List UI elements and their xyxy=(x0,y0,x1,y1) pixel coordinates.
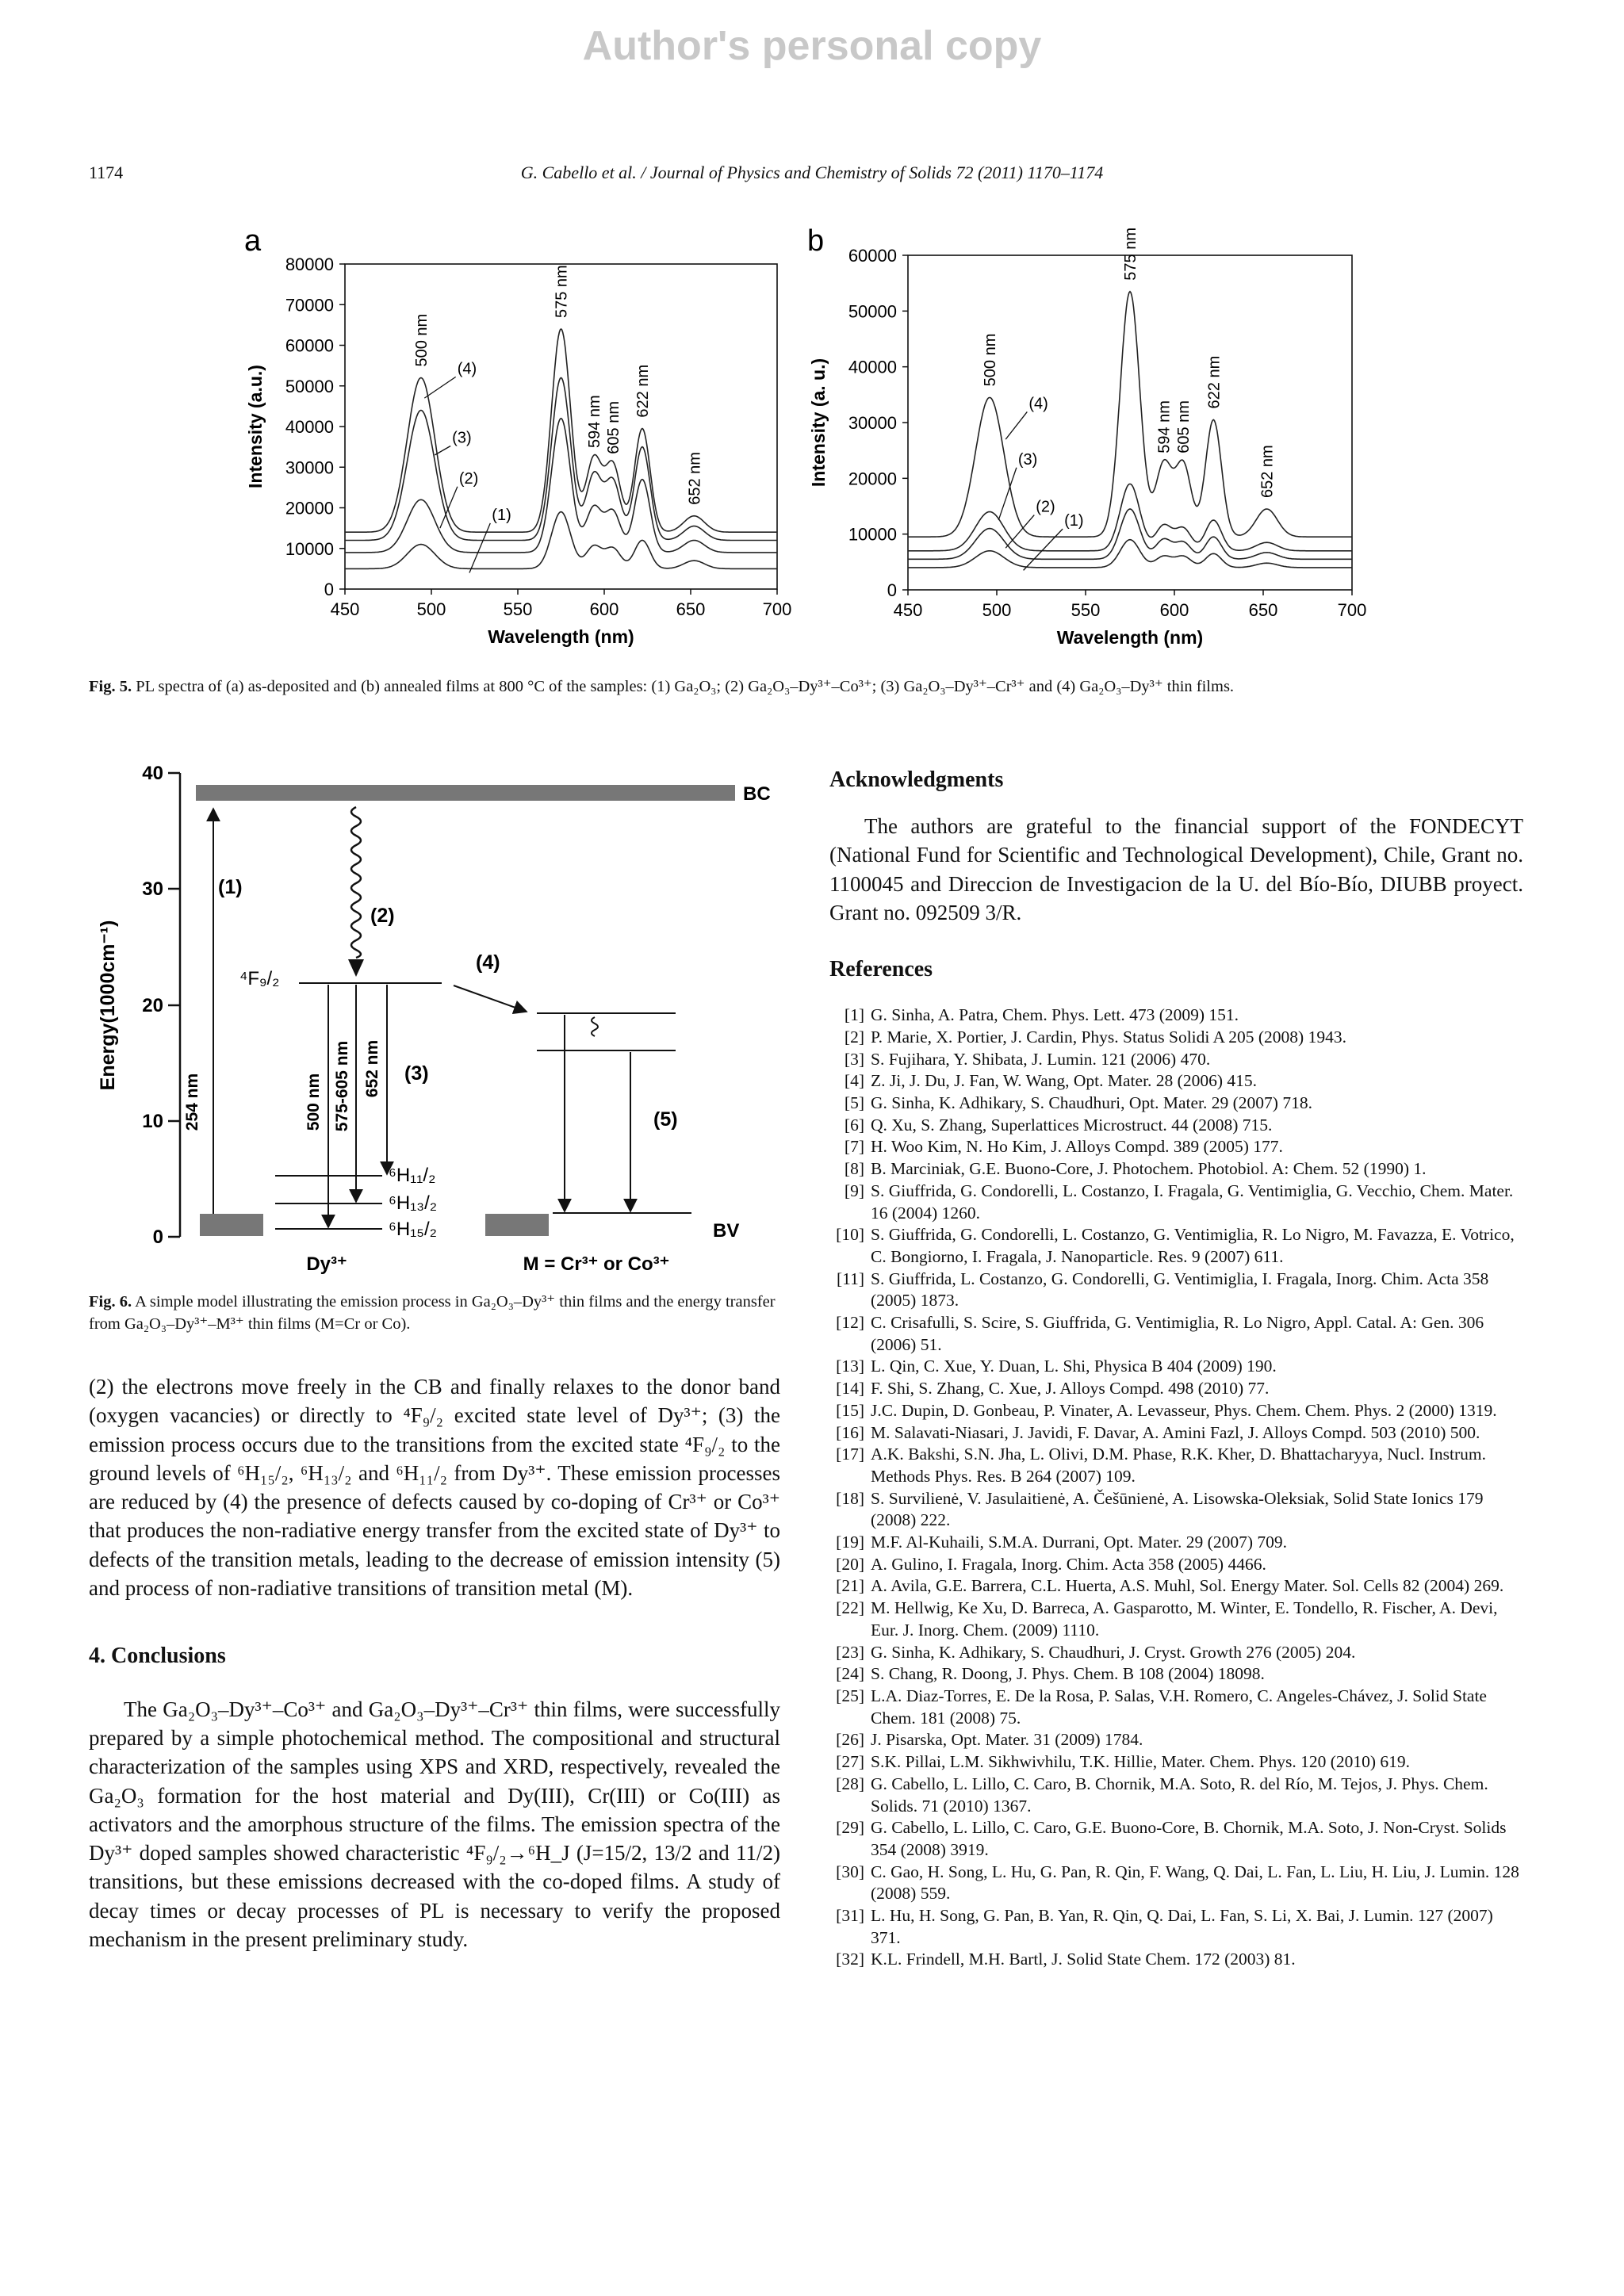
reference-text: L. Hu, H. Song, G. Pan, B. Yan, R. Qin, Q. Dai, L. Fan, S. Li, X. Bai, J. Lumin. 127 (2007) 371. xyxy=(871,1906,1493,1947)
series-label: (4) xyxy=(457,360,477,378)
figure-6-caption xyxy=(89,1291,787,1335)
reference-item xyxy=(829,1554,1523,1576)
x-tick-label: 650 xyxy=(676,599,706,619)
page-number: 1174 xyxy=(89,163,124,182)
conclusions-paragraph: The Ga₂O₃–Dy³⁺–Co³⁺ and Ga₂O₃–Dy³⁺–Cr³⁺ thin films, were successfully prepared by a simple photochemical method. The compositional and structural characterization of the samples using XPS and XRD, respectively, revealed the Ga₂O₃ formation for the host material and Dy(III), Cr(III) or Co(III) as activators and the amorphous structure of the films. The emission spectra of the Dy³⁺ doped samples showed characteristic ⁴F₉/₂→⁶H_J (J=15/2, 13/2 and 11/2) transitions, but these emissions decreased with the co-doped films. A study of decay times or decay processes of PL is necessary to verify the proposed mechanism in the present preliminary study. xyxy=(89,1697,780,1952)
energy-ticks xyxy=(168,773,180,1237)
y-tick-label: 30000 xyxy=(848,413,897,433)
reference-item xyxy=(829,1224,1523,1268)
reference-number: [19] xyxy=(836,1533,864,1552)
reference-text: Q. Xu, S. Zhang, Superlattices Microstruct. 44 (2008) 715. xyxy=(871,1115,1273,1135)
reference-text: J.C. Dupin, D. Gonbeau, P. Vinater, A. Levasseur, Phys. Chem. Chem. Phys. 2 (2000) 1319. xyxy=(871,1400,1497,1420)
reference-text: G. Sinha, A. Patra, Chem. Phys. Lett. 473 (2009) 151. xyxy=(871,1005,1239,1025)
reference-number: [30] xyxy=(836,1862,864,1881)
figure-5-caption-label: Fig. 5. xyxy=(89,678,132,695)
step-2-label: (2) xyxy=(370,905,395,927)
reference-item xyxy=(829,1444,1523,1487)
reference-item xyxy=(829,1575,1523,1598)
reference-text: G. Cabello, L. Lillo, C. Caro, B. Chornik, M.A. Soto, R. del Río, M. Tejos, J. Phys. Chem. Solids. 71 (2010) 1367. xyxy=(871,1774,1488,1816)
energy-transfer-arrow xyxy=(454,985,527,1012)
reference-number: [16] xyxy=(836,1422,864,1442)
level-4f92-label: ⁴F₉/₂ xyxy=(239,968,280,989)
reference-item xyxy=(829,1422,1523,1445)
x-tick-label: 550 xyxy=(1071,600,1101,620)
y-tick-label: 80000 xyxy=(285,254,334,274)
peak-label: 605 nm xyxy=(1175,400,1193,453)
reference-text: A.K. Bakshi, S.N. Jha, L. Olivi, D.M. Phase, R.K. Kher, D. Bhattacharyya, Nucl. Instrum. Methods Phys. Res. B 264 (2007) 109. xyxy=(871,1445,1487,1486)
reference-text: M. Salavati-Niasari, J. Javidi, F. Davar, A. Amini Fazl, J. Alloys Compd. 503 (2010) 500. xyxy=(871,1422,1480,1442)
energy-tick-10: 10 xyxy=(142,1111,163,1132)
reference-number: [20] xyxy=(836,1554,864,1574)
reference-number: [5] xyxy=(844,1093,864,1112)
reference-item xyxy=(829,1115,1523,1137)
reference-item xyxy=(829,1598,1523,1641)
reference-text: S.K. Pillai, L.M. Sikhwivhilu, T.K. Hillie, Mater. Chem. Phys. 120 (2010) 619. xyxy=(871,1752,1411,1772)
reference-text: G. Cabello, L. Lillo, C. Caro, G.E. Buono-Core, B. Chornik, M.A. Soto, J. Non-Cryst. Solids 354 (2008) 3919. xyxy=(871,1818,1507,1859)
x-axis-label: Wavelength (nm) xyxy=(1056,627,1204,648)
x-tick-label: 550 xyxy=(503,599,533,619)
reference-item xyxy=(829,1027,1523,1049)
reference-item xyxy=(829,1817,1523,1861)
excitation-wavelength: 254 nm xyxy=(183,1073,201,1131)
valence-band-right xyxy=(485,1214,549,1236)
y-axis-label: Intensity (a.u.) xyxy=(245,365,266,488)
y-tick-label: 60000 xyxy=(848,246,897,266)
reference-number: [2] xyxy=(844,1027,864,1047)
peak-label: 652 nm xyxy=(1258,445,1277,499)
level-6h112-label: ⁶H₁₁/₂ xyxy=(389,1165,436,1186)
reference-item xyxy=(829,1488,1523,1532)
figure-6-caption-label: Fig. 6. xyxy=(89,1293,132,1311)
reference-item xyxy=(829,1356,1523,1378)
reference-text: F. Shi, S. Zhang, C. Xue, J. Alloys Compd. 498 (2010) 77. xyxy=(871,1379,1270,1399)
figure-5-panel-a xyxy=(244,224,791,647)
reference-item xyxy=(829,1269,1523,1312)
reference-item xyxy=(829,1751,1523,1774)
reference-number: [24] xyxy=(836,1664,864,1684)
series-label: (1) xyxy=(1064,512,1084,530)
x-tick-label: 600 xyxy=(589,599,619,619)
reference-number: [3] xyxy=(844,1049,864,1069)
y-tick-label: 70000 xyxy=(285,295,334,316)
reference-number: [13] xyxy=(836,1357,864,1376)
reference-item xyxy=(829,1181,1523,1224)
series-label: (1) xyxy=(492,506,511,524)
figure-5-caption xyxy=(89,675,1535,698)
reference-text: C. Crisafulli, S. Scire, S. Giuffrida, G. Ventimiglia, R. Lo Nigro, Appl. Catal. A: Gen. 306 (2006) 51. xyxy=(871,1313,1484,1354)
y-tick-label: 50000 xyxy=(848,301,897,322)
series-label: (4) xyxy=(1028,395,1048,413)
reference-item xyxy=(829,1663,1523,1686)
spectrum-line xyxy=(345,512,777,569)
emission-652-label: 652 nm xyxy=(363,1039,381,1098)
x-tick-label: 450 xyxy=(330,599,360,619)
reference-number: [8] xyxy=(844,1159,864,1179)
x-tick-label: 500 xyxy=(982,600,1012,620)
reference-number: [10] xyxy=(836,1225,864,1245)
y-axis-label: Intensity (a. u.) xyxy=(808,358,829,488)
peak-label: 594 nm xyxy=(1155,400,1174,453)
figure-5 xyxy=(0,214,1624,666)
reference-text: S. Fujihara, Y. Shibata, J. Lumin. 121 (2006) 470. xyxy=(871,1049,1211,1069)
x-tick-label: 700 xyxy=(1337,600,1367,620)
peak-label: 622 nm xyxy=(1205,355,1224,409)
reference-number: [25] xyxy=(836,1686,864,1705)
peak-label: 500 nm xyxy=(412,313,431,367)
reference-item xyxy=(829,1158,1523,1181)
energy-tick-30: 30 xyxy=(142,878,163,900)
reference-number: [31] xyxy=(836,1906,864,1926)
reference-item xyxy=(829,1862,1523,1905)
reference-text: L. Qin, C. Xue, Y. Duan, L. Shi, Physica B 404 (2009) 190. xyxy=(871,1357,1277,1376)
peak-label: 500 nm xyxy=(982,333,1000,387)
reference-text: S. Giuffrida, G. Condorelli, L. Costanzo, G. Ventimiglia, R. Lo Nigro, M. Favazza, E. Votrico, C. Bongiorno, I. Fragala, J. Nanoparticle. Res. 9 (2007) 611. xyxy=(871,1225,1515,1266)
bv-label: BV xyxy=(713,1220,740,1242)
y-tick-label: 0 xyxy=(324,580,334,599)
reference-number: [6] xyxy=(844,1115,864,1135)
spectrum-line xyxy=(908,540,1352,568)
references-heading: References xyxy=(829,957,933,982)
reference-number: [22] xyxy=(836,1598,864,1618)
step-3-label: (3) xyxy=(404,1062,429,1085)
level-6h132-label: ⁶H₁₃/₂ xyxy=(389,1192,438,1214)
reference-number: [12] xyxy=(836,1313,864,1333)
conclusions-heading: 4. Conclusions xyxy=(89,1644,226,1669)
reference-text: S. Giuffrida, G. Condorelli, L. Costanzo, I. Fragala, G. Ventimiglia, G. Vecchio, Chem. Mater. 16 (2004) 1260. xyxy=(871,1181,1514,1223)
reference-text: L.A. Diaz-Torres, E. De la Rosa, P. Salas, V.H. Romero, C. Angeles-Chávez, J. Solid State Chem. 181 (2008) 75. xyxy=(871,1686,1487,1728)
reference-number: [17] xyxy=(836,1445,864,1464)
conduction-band xyxy=(196,785,735,801)
reference-text: S. Survilienė, V. Jasulaitienė, A. Češūnienė, A. Lisowska-Oleksiak, Solid State Ionics 179 (2008) 222. xyxy=(871,1488,1484,1530)
spectrum-line xyxy=(345,419,777,553)
spectrum-line xyxy=(345,329,777,532)
reference-number: [18] xyxy=(836,1488,864,1508)
energy-tick-20: 20 xyxy=(142,995,163,1016)
valence-band-left xyxy=(200,1214,263,1236)
reference-number: [32] xyxy=(836,1950,864,1969)
step-5-label: (5) xyxy=(653,1108,678,1131)
reference-number: [4] xyxy=(844,1071,864,1091)
reference-text: S. Giuffrida, L. Costanzo, G. Condorelli, G. Ventimiglia, I. Fragala, Inorg. Chim. Acta 358 (2005) 1873. xyxy=(871,1269,1489,1311)
emission-500-label: 500 nm xyxy=(304,1073,323,1131)
y-tick-label: 30000 xyxy=(285,457,334,478)
reference-item xyxy=(829,1642,1523,1664)
series-leader-line xyxy=(424,377,455,398)
x-tick-label: 500 xyxy=(416,599,446,619)
reference-item xyxy=(829,1686,1523,1729)
reference-number: [29] xyxy=(836,1818,864,1838)
reference-number: [9] xyxy=(844,1181,864,1200)
reference-text: G. Sinha, K. Adhikary, S. Chaudhuri, Opt. Mater. 29 (2007) 718. xyxy=(871,1093,1312,1112)
relaxation-wiggle xyxy=(351,807,361,958)
y-tick-label: 10000 xyxy=(285,538,334,559)
reference-item xyxy=(829,1378,1523,1400)
y-tick-label: 40000 xyxy=(285,417,334,437)
figure-6 xyxy=(89,753,802,1284)
peak-label: 622 nm xyxy=(634,364,652,418)
reference-text: S. Chang, R. Doong, J. Phys. Chem. B 108 (2004) 18098. xyxy=(871,1664,1265,1684)
x-tick-label: 450 xyxy=(893,600,923,620)
series-leader-line xyxy=(1005,515,1034,549)
series-label: (2) xyxy=(1036,498,1055,516)
reference-number: [11] xyxy=(836,1269,864,1288)
reference-number: [7] xyxy=(844,1137,864,1157)
reference-number: [14] xyxy=(836,1379,864,1399)
reference-item xyxy=(829,1905,1523,1949)
right-column xyxy=(829,767,1523,1971)
emission-575-605-label: 575-605 nm xyxy=(333,1040,351,1132)
x-tick-label: 600 xyxy=(1159,600,1189,620)
peak-label: 594 nm xyxy=(585,395,603,448)
reference-text: B. Marciniak, G.E. Buono-Core, J. Photochem. Photobiol. A: Chem. 52 (1990) 1. xyxy=(871,1159,1427,1179)
reference-number: [27] xyxy=(836,1752,864,1772)
panel-b-letter: b xyxy=(807,224,825,258)
mechanism-paragraph: (2) the electrons move freely in the CB and finally relaxes to the donor band (oxygen vacancies) or directly to ⁴F₉/₂ excited state level of Dy³⁺; (3) the emission process occurs due to the transitions from the excited state ⁴F₉/₂ to the ground levels of ⁶H₁₅/₂, ⁶H₁₃/₂ and ⁶H₁₁/₂ from Dy³⁺. These emission processes are reduced by (4) the presence of defects caused by co-doping of Cr³⁺ or Co³⁺ that produces the non-radiative energy transfer from the excited state of Dy³⁺ to defects of the transition metals, leading to the decrease of emission intensity (5) and process of non-radiative transitions of transition metal (M). xyxy=(89,1375,780,1601)
reference-text: Z. Ji, J. Du, J. Fan, W. Wang, Opt. Mater. 28 (2006) 415. xyxy=(871,1071,1257,1091)
series-label: (3) xyxy=(452,429,472,447)
series-leader-line xyxy=(469,523,490,573)
x-axis-label: Wavelength (nm) xyxy=(488,626,634,647)
peak-label: 575 nm xyxy=(1122,227,1139,281)
left-column xyxy=(89,1372,780,1954)
reference-number: [21] xyxy=(836,1576,864,1596)
peak-label: 605 nm xyxy=(604,400,622,454)
figure-5-panel-b xyxy=(807,224,1366,648)
y-tick-label: 20000 xyxy=(285,498,334,519)
figure-6-caption-text: A simple model illustrating the emission process in Ga₂O₃–Dy³⁺ thin films and the energy transfer from Ga₂O₃–Dy³⁺–M³⁺ thin films (M=Cr or Co). xyxy=(89,1293,776,1333)
panel-a-letter: a xyxy=(244,224,262,258)
y-tick-label: 50000 xyxy=(285,376,334,396)
y-tick-label: 10000 xyxy=(848,524,897,545)
reference-text: M.F. Al-Kuhaili, S.M.A. Durrani, Opt. Mater. 29 (2007) 709. xyxy=(871,1533,1287,1552)
reference-number: [15] xyxy=(836,1400,864,1420)
figure-5-caption-text: PL spectra of (a) as-deposited and (b) annealed films at 800 °C of the samples: (1) Ga₂O₃; (2) Ga₂O₃–Dy³⁺–Co³⁺; (3) Ga₂O₃–Dy³⁺–Cr³⁺ and (4) Ga₂O₃–Dy³⁺ thin films. xyxy=(136,678,1235,695)
reference-number: [28] xyxy=(836,1774,864,1793)
reference-item xyxy=(829,1136,1523,1158)
acknowledgments-paragraph: The authors are grateful to the financial support of the FONDECYT (National Fund for Scientific and Technological Development), Chile, Grant no. 1100045 and Direccion de Investigacion de la U. del Bío-Bío, DIUBB proyect. Grant no. 092509 3/R. xyxy=(829,814,1523,924)
watermark: Author's personal copy xyxy=(582,23,1042,69)
m-label: M = Cr³⁺ or Co³⁺ xyxy=(523,1253,670,1275)
energy-tick-0: 0 xyxy=(152,1226,163,1248)
series-label: (3) xyxy=(1017,450,1038,469)
reference-item xyxy=(829,1949,1523,1971)
reference-number: [26] xyxy=(836,1730,864,1750)
peak-label: 575 nm xyxy=(553,265,571,318)
dy-label: Dy³⁺ xyxy=(306,1253,347,1275)
y-tick-label: 60000 xyxy=(285,335,334,356)
reference-item xyxy=(829,1093,1523,1115)
acknowledgments-heading: Acknowledgments xyxy=(829,767,1004,792)
reference-text: C. Gao, H. Song, L. Hu, G. Pan, R. Qin, F. Wang, Q. Dai, L. Fan, L. Liu, H. Liu, J. Lumin. 128 (2008) 559. xyxy=(871,1862,1519,1904)
m-relaxation-wiggle xyxy=(592,1017,598,1036)
y-tick-label: 0 xyxy=(887,580,897,600)
reference-text: A. Gulino, I. Fragala, Inorg. Chim. Acta 358 (2005) 4466. xyxy=(871,1554,1266,1574)
reference-number: [23] xyxy=(836,1642,864,1662)
reference-text: J. Pisarska, Opt. Mater. 31 (2009) 1784. xyxy=(871,1730,1143,1750)
x-tick-label: 700 xyxy=(762,599,792,619)
spectrum-line xyxy=(908,292,1352,538)
series-label: (2) xyxy=(458,469,479,488)
reference-text: H. Woo Kim, N. Ho Kim, J. Alloys Compd. 389 (2005) 177. xyxy=(871,1137,1283,1157)
spectrum-line xyxy=(908,509,1352,559)
reference-item xyxy=(829,1312,1523,1356)
bc-label: BC xyxy=(743,783,771,805)
y-tick-label: 20000 xyxy=(848,469,897,489)
reference-text: M. Hellwig, Ke Xu, D. Barreca, A. Gasparotto, M. Winter, E. Tondello, R. Fischer, A. Devi, Eur. J. Inorg. Chem. (2009) 1110. xyxy=(871,1598,1498,1640)
reference-item xyxy=(829,1774,1523,1817)
reference-item xyxy=(829,1400,1523,1422)
step-1-label: (1) xyxy=(218,876,243,898)
reference-text: A. Avila, G.E. Barrera, C.L. Huerta, A.S. Muhl, Sol. Energy Mater. Sol. Cells 82 (2004) 269. xyxy=(871,1576,1504,1596)
references-list xyxy=(829,1004,1523,1971)
level-6h152-label: ⁶H₁₅/₂ xyxy=(389,1219,437,1240)
peak-label: 652 nm xyxy=(686,452,704,505)
step-4-label: (4) xyxy=(476,951,500,974)
x-tick-label: 650 xyxy=(1248,600,1278,620)
reference-item xyxy=(829,1049,1523,1071)
reference-text: K.L. Frindell, M.H. Bartl, J. Solid State Chem. 172 (2003) 81. xyxy=(871,1950,1296,1969)
reference-item xyxy=(829,1729,1523,1751)
series-leader-line xyxy=(1005,411,1027,439)
energy-tick-40: 40 xyxy=(142,763,163,784)
reference-text: G. Sinha, K. Adhikary, S. Chaudhuri, J. Cryst. Growth 276 (2005) 204. xyxy=(871,1642,1356,1662)
energy-axis-label: Energy(1000cm⁻¹) xyxy=(97,920,119,1091)
reference-item xyxy=(829,1004,1523,1027)
reference-text: P. Marie, X. Portier, J. Cardin, Phys. Status Solidi A 205 (2008) 1943. xyxy=(871,1027,1346,1047)
y-tick-label: 40000 xyxy=(848,357,897,377)
reference-item xyxy=(829,1070,1523,1093)
journal-citation: G. Cabello et al. / Journal of Physics and Chemistry of Solids 72 (2011) 1170–1174 xyxy=(520,163,1104,182)
relaxation-arrowhead xyxy=(348,959,364,977)
reference-number: [1] xyxy=(844,1005,864,1025)
reference-item xyxy=(829,1532,1523,1554)
